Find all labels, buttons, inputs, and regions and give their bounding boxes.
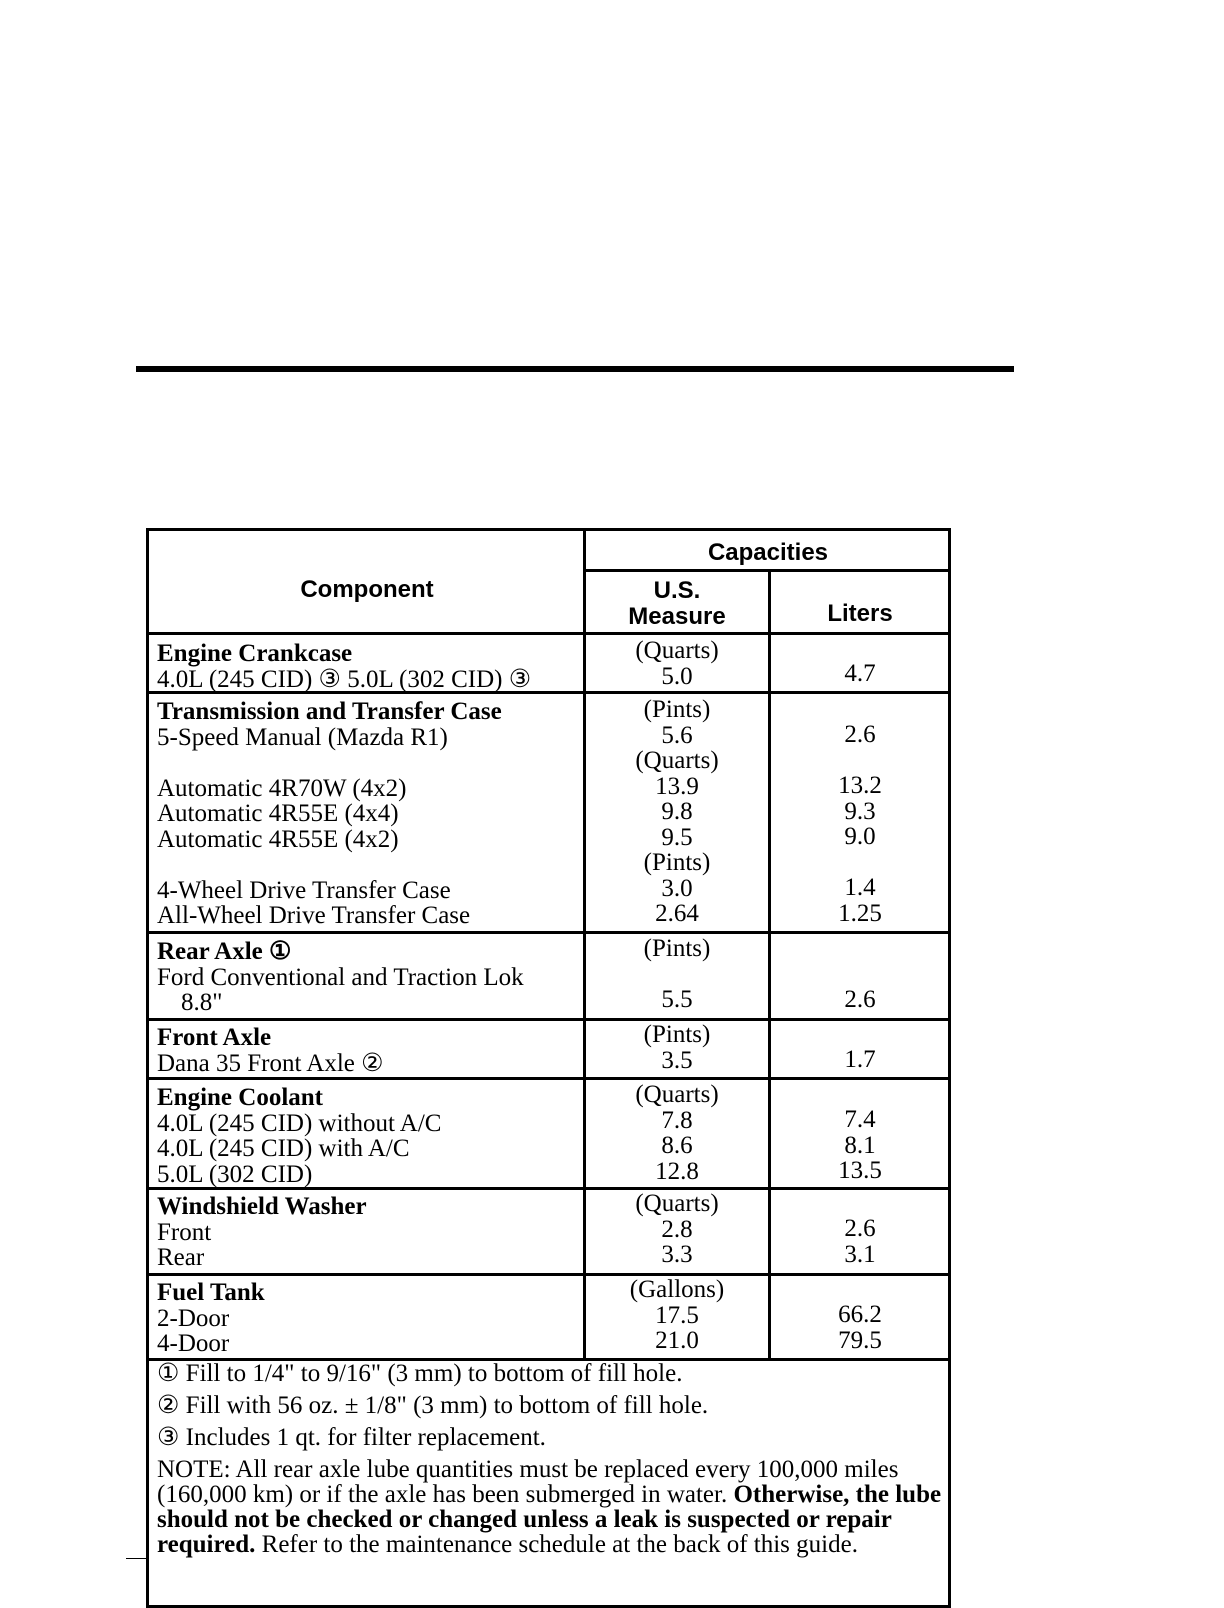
section-title: Engine Crankcase — [157, 640, 353, 667]
liters-value: 9.0 — [844, 823, 876, 850]
component-item: Dana 35 Front Axle ② — [157, 1049, 384, 1077]
liters-values — [769, 722, 951, 926]
liters-value: 79.5 — [838, 1326, 882, 1354]
component-item: Automatic 4R70W (4x2) — [157, 774, 407, 802]
footnote-1: ① Fill to 1/4" to 9/16" (3 mm) to bottom of fill hole. — [157, 1360, 683, 1387]
liters-values — [769, 1107, 951, 1184]
liters-values — [769, 661, 951, 687]
us-value: 3.3 — [661, 1241, 693, 1268]
us-value: 7.8 — [661, 1106, 693, 1134]
liters-value: 1.7 — [844, 1046, 876, 1073]
us-value: 3.5 — [661, 1046, 693, 1074]
section-title: Fuel Tank — [157, 1279, 265, 1306]
us-value: 8.6 — [661, 1132, 693, 1159]
row-divider — [149, 1273, 951, 1276]
component-item: 4-Wheel Drive Transfer Case — [157, 876, 451, 904]
liters-value: 2.6 — [844, 1215, 876, 1242]
liters-value: 8.1 — [844, 1131, 876, 1159]
component-rear-axle — [157, 939, 524, 1016]
component-engine-coolant — [157, 1085, 442, 1187]
liters-value: 1.4 — [844, 874, 876, 901]
us-value: 12.8 — [655, 1157, 699, 1185]
header-us-measure: U.S. Measure — [628, 577, 726, 630]
us-value: 5.0 — [661, 662, 693, 690]
us-measure-values — [585, 936, 769, 1013]
unit-label: (Pints) — [643, 696, 711, 723]
component-item: 2-Door — [157, 1304, 230, 1332]
row-divider — [149, 931, 951, 934]
component-item: Automatic 4R55E (4x4) — [157, 800, 399, 827]
liters-values — [769, 1047, 951, 1073]
us-measure-values — [585, 1082, 769, 1184]
footnotes — [157, 1361, 947, 1557]
component-fuel-tank — [157, 1280, 265, 1357]
unit-label: (Quarts) — [635, 1190, 719, 1217]
section-title: Front Axle — [157, 1024, 272, 1051]
section-title: Transmission and Transfer Case — [157, 698, 502, 725]
component-item: 5-Speed Manual (Mazda R1) — [157, 723, 448, 751]
unit-label: (Quarts) — [635, 747, 719, 774]
us-value: 2.8 — [661, 1215, 693, 1243]
liters-value: 9.3 — [844, 797, 876, 825]
unit-label: (Pints) — [643, 935, 711, 962]
row-divider — [149, 1018, 951, 1021]
us-value: 21.0 — [655, 1327, 699, 1354]
unit-label: (Pints) — [643, 1021, 711, 1048]
liters-value: 2.6 — [844, 986, 876, 1013]
us-measure-values — [585, 638, 769, 689]
component-front-axle — [157, 1025, 384, 1076]
liters-value: 13.5 — [838, 1157, 882, 1184]
section-rule — [136, 366, 1014, 372]
component-transmission — [157, 699, 502, 929]
section-title: Windshield Washer — [157, 1193, 367, 1220]
note-tail: Refer to the maintenance schedule at the back of this guide. — [261, 1531, 858, 1558]
liters-values — [769, 1302, 951, 1353]
us-value: 2.64 — [655, 900, 699, 927]
margin-mark — [126, 1558, 148, 1559]
note-paragraph — [157, 1457, 947, 1557]
component-item: 4.0L (245 CID) with A/C — [157, 1135, 410, 1162]
header-liters: Liters — [827, 600, 893, 627]
component-item: All-Wheel Drive Transfer Case — [157, 902, 471, 929]
us-value: 9.8 — [661, 798, 693, 825]
liters-values — [769, 987, 951, 1013]
component-item: 8.8" — [181, 989, 223, 1016]
component-item: 4-Door — [157, 1330, 230, 1357]
capacities-table — [146, 528, 951, 1608]
component-item: 4.0L (245 CID) without A/C — [157, 1109, 442, 1137]
us-value: 5.5 — [661, 986, 693, 1013]
header-capacities: Capacities — [707, 539, 829, 566]
row-divider — [149, 1077, 951, 1080]
component-windshield-washer — [157, 1194, 367, 1271]
us-measure-values — [585, 697, 769, 927]
footnote-2: ② Fill with 56 oz. ± 1/8" (3 mm) to bottom of fill hole. — [157, 1392, 709, 1419]
liters-value: 13.2 — [838, 772, 882, 799]
footnote-3: ③ Includes 1 qt. for filter replacement. — [157, 1424, 546, 1451]
component-item: Front — [157, 1218, 212, 1246]
row-divider — [149, 632, 951, 635]
liters-value: 3.1 — [844, 1240, 876, 1268]
liters-value: 1.25 — [838, 899, 882, 927]
liters-value: 4.7 — [844, 660, 876, 687]
us-value: 13.9 — [655, 772, 699, 800]
component-item: 5.0L (302 CID) — [157, 1160, 313, 1188]
unit-label: (Pints) — [643, 849, 711, 876]
liters-value: 2.6 — [844, 721, 876, 748]
unit-label: (Quarts) — [635, 637, 719, 664]
liters-value: 7.4 — [844, 1106, 876, 1133]
us-value: 9.5 — [661, 823, 693, 851]
liters-values — [769, 1216, 951, 1267]
note-text: NOTE: All rear axle lube quantities must be replaced every 100,000 miles (160,000 km) or if the axle has been submerged in water. — [157, 1456, 899, 1508]
component-item: 4.0L (245 CID) ③ 5.0L (302 CID) ③ — [157, 665, 532, 693]
section-title: Rear Axle ① — [157, 938, 292, 965]
header-component: Component — [300, 576, 434, 603]
section-title: Engine Coolant — [157, 1084, 324, 1111]
us-measure-values — [585, 1191, 769, 1268]
unit-label: (Quarts) — [635, 1081, 719, 1108]
note-bold: Otherwise, the lube should not be checked or changed unless a leak is suspected or repair required. — [157, 1481, 942, 1558]
component-item: Automatic 4R55E (4x2) — [157, 825, 399, 853]
component-item: Rear — [157, 1244, 205, 1271]
us-value: 5.6 — [661, 721, 693, 749]
us-value: 17.5 — [655, 1301, 699, 1329]
us-value: 3.0 — [661, 874, 693, 902]
us-measure-values — [585, 1022, 769, 1073]
unit-label: (Gallons) — [629, 1276, 725, 1303]
us-measure-values — [585, 1277, 769, 1354]
component-engine-crankcase — [157, 641, 531, 692]
row-divider — [583, 569, 951, 572]
liters-value: 66.2 — [838, 1301, 882, 1328]
component-item: Ford Conventional and Traction Lok — [157, 963, 524, 991]
